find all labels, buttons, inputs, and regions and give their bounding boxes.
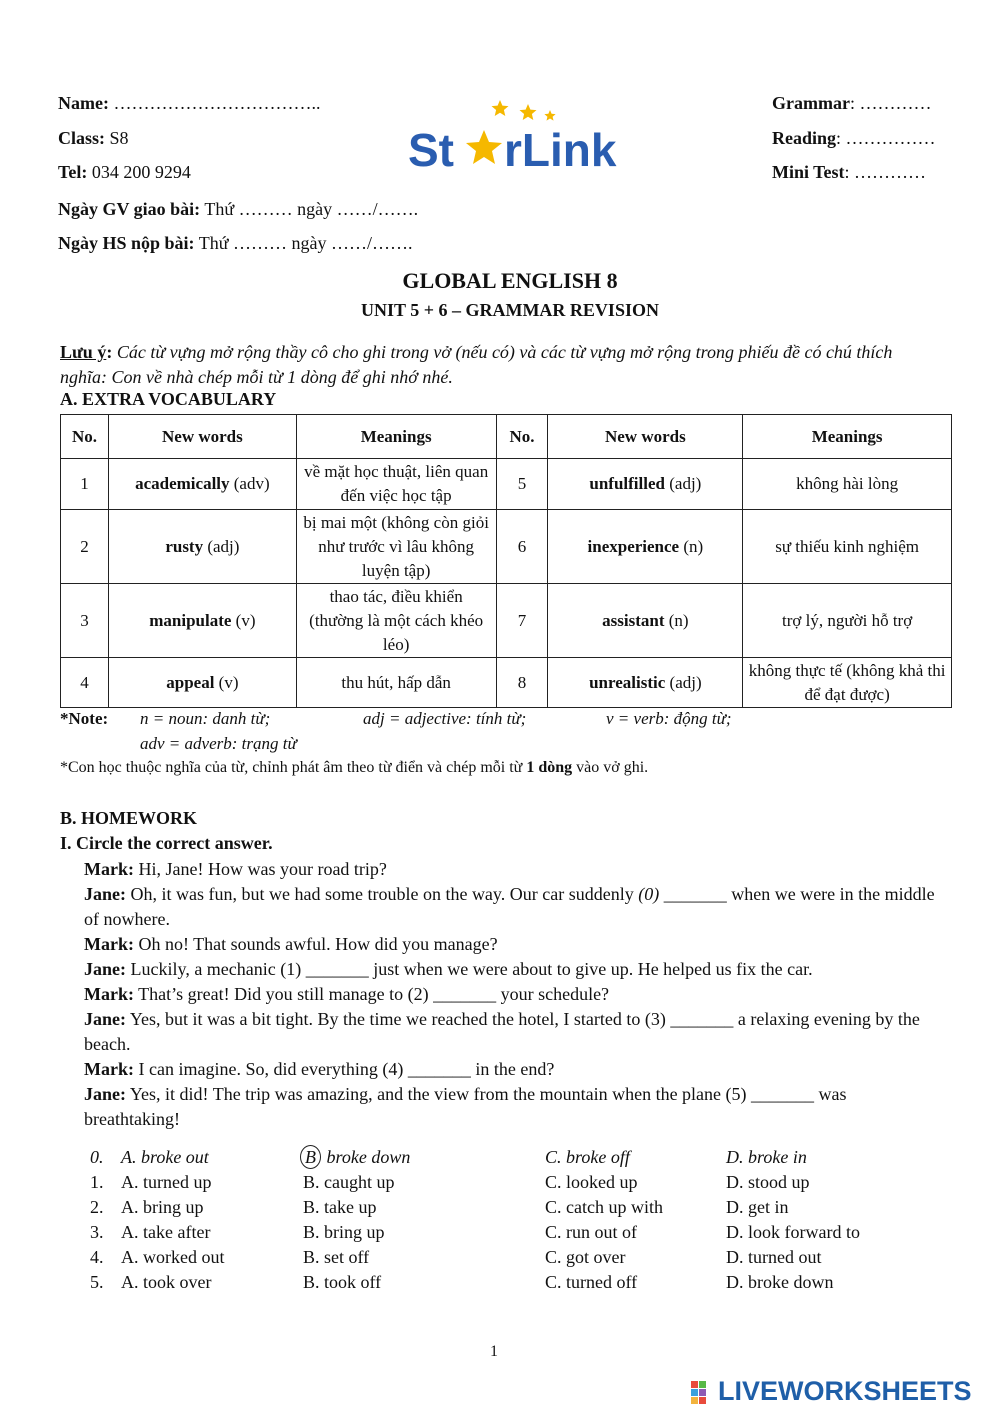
option-d[interactable]: D. turned out [726, 1247, 822, 1267]
word-cell [548, 658, 743, 708]
line-text: Oh no! That sounds awful. How did you manage? [133, 934, 498, 954]
speaker: Mark: [84, 934, 134, 954]
grammar-score [772, 93, 931, 113]
note-label: Lưu ý [60, 342, 107, 362]
row-number: 5 [496, 459, 548, 510]
line-text: I can imagine. So, did everything (4) _______ in the end? [133, 1059, 555, 1079]
option-a[interactable]: A. worked out [121, 1247, 225, 1267]
class-value: S8 [109, 128, 129, 148]
speaker: Mark: [84, 859, 134, 879]
page-title: GLOBAL ENGLISH 8 [402, 268, 618, 293]
instruction-text-end: vào vở ghi. [572, 759, 649, 776]
line-text: Oh, it was fun, but we had some trouble on the way. Our car suddenly [126, 884, 639, 904]
row-number: 3 [61, 584, 109, 658]
part-of-speech: (n) [668, 610, 689, 630]
option-d[interactable]: D. stood up [726, 1172, 810, 1192]
selected-answer-circle: B [300, 1145, 321, 1169]
option-b[interactable]: B. caught up [303, 1172, 395, 1192]
tel-value: 034 200 9294 [91, 162, 191, 182]
liveworksheets-logo-icon [690, 1379, 716, 1405]
word-cell [108, 658, 296, 708]
page-number: 1 [490, 1343, 498, 1360]
liveworksheets-watermark [690, 1376, 972, 1407]
part-of-speech: (adj) [669, 474, 702, 493]
dialogue-line [84, 882, 944, 932]
line-text-rest: _______ when we were in the middle of nowhere. [84, 884, 935, 929]
minitest-score [772, 162, 926, 182]
option-c[interactable]: C. run out of [545, 1222, 637, 1242]
part-of-speech: (v) [235, 610, 256, 630]
dialogue [84, 857, 944, 1132]
row-number: 8 [496, 658, 548, 708]
speaker: Jane: [84, 1084, 126, 1104]
meaning-cell: không hài lòng [743, 459, 952, 510]
study-instruction [60, 759, 648, 777]
meaning-cell: sự thiếu kinh nghiệm [743, 510, 952, 584]
grammar-label: Grammar [772, 93, 850, 113]
dialogue-line [84, 1007, 944, 1057]
part-of-speech: (v) [218, 672, 239, 692]
table-row [61, 658, 952, 708]
option-a[interactable]: A. bring up [121, 1197, 204, 1217]
line-text: That’s great! Did you still manage to (2) _______ your schedule? [133, 984, 610, 1004]
word: manipulate [149, 610, 232, 630]
assigned-value[interactable]: Thứ ……… ngày ……/……. [204, 199, 419, 219]
meaning-cell: không thực tế (không khả thi để đạt được) [743, 658, 952, 708]
line-text: Yes, but it was a bit tight. By the time we reached the hotel, I started to (3) _______ a relaxing evening by the beach. [84, 1009, 920, 1054]
class-line [58, 128, 129, 148]
assigned-label: Ngày GV giao bài: [58, 199, 201, 219]
star-icons [492, 100, 556, 121]
speaker: Mark: [84, 1059, 134, 1079]
submit-label: Ngày HS nộp bài: [58, 233, 195, 253]
class-label: Class: [58, 128, 106, 148]
submit-date-line [58, 233, 412, 253]
word: academically [135, 474, 230, 493]
option-d[interactable]: D. broke down [726, 1272, 834, 1292]
option-b-text: broke down [322, 1147, 411, 1167]
assigned-date-line [58, 199, 418, 219]
word-cell [108, 510, 296, 584]
reading-label: Reading [772, 128, 837, 148]
meaning-cell: thao tác, điều khiển (thường là một cách khéo léo) [296, 584, 496, 658]
line-text: Yes, it did! The trip was amazing, and the view from the mountain when the plane (5) _______ was breathtaking! [84, 1084, 847, 1129]
instruction-text: *Con học thuộc nghĩa của từ, chỉnh phát âm theo từ điển và chép mỗi từ [60, 759, 527, 776]
question-number: 5. [90, 1272, 104, 1292]
task-1-heading: I. Circle the correct answer. [60, 833, 273, 853]
minitest-label: Mini Test [772, 162, 845, 182]
note-text: Các từ vựng mở rộng thầy cô cho ghi trong vở (nếu có) và các từ vựng mở rộng trong phiếu đề có chú thích nghĩa: Con về nhà chép mỗi từ 1 dòng để ghi nhớ nhé. [60, 342, 893, 387]
line-text: Luckily, a mechanic (1) _______ just when we were about to give up. He helped us fix the car. [126, 959, 813, 979]
dialogue-line [84, 957, 944, 982]
starlink-logo [408, 100, 638, 180]
vocab-table [60, 414, 952, 708]
watermark-text: LIVEWORKSHEETS [718, 1376, 972, 1406]
speaker: Jane: [84, 959, 126, 979]
meaning-cell: bị mai một (không còn giỏi như trước vì lâu không luyện tập) [296, 510, 496, 584]
header-cell: No. [496, 415, 548, 459]
logo-text-2: rLink [504, 124, 617, 176]
table-row [61, 459, 952, 510]
row-number: 4 [61, 658, 109, 708]
part-of-speech: (adj) [669, 672, 702, 692]
dialogue-line [84, 982, 944, 1007]
header-cell: Meanings [296, 415, 496, 459]
section-a-heading: A. EXTRA VOCABULARY [60, 389, 277, 409]
abbrev-label: *Note: [60, 709, 109, 728]
submit-value[interactable]: Thứ ……… ngày ……/……. [198, 233, 413, 253]
dialogue-line [84, 1057, 944, 1082]
dialogue-line [84, 932, 944, 957]
option-b[interactable]: B. bring up [303, 1222, 385, 1242]
option-a[interactable]: A. took over [121, 1272, 212, 1292]
meaning-cell: về mặt học thuật, liên quan đến việc học tập [296, 459, 496, 510]
word-cell [548, 510, 743, 584]
abbrev-verb: v = verb: động từ; [606, 709, 732, 728]
word-cell [548, 584, 743, 658]
dialogue-line [84, 857, 944, 882]
option-c[interactable]: C. broke off [545, 1147, 630, 1167]
option-c[interactable]: C. looked up [545, 1172, 638, 1192]
speaker: Mark: [84, 984, 134, 1004]
header-cell: New words [108, 415, 296, 459]
abbrev-adjective: adj = adjective: tính từ; [363, 709, 527, 728]
word-cell [548, 459, 743, 510]
instruction-bold: 1 dòng [526, 759, 573, 776]
speaker: Jane: [84, 1009, 126, 1029]
question-number: 3. [90, 1222, 104, 1242]
header-cell: No. [61, 415, 109, 459]
header-cell: New words [548, 415, 743, 459]
part-of-speech: (adj) [207, 536, 240, 556]
row-number: 2 [61, 510, 109, 584]
option-d[interactable]: D. look forward to [726, 1222, 860, 1242]
example-marker: (0) [638, 884, 660, 904]
option-a[interactable]: A. broke out [121, 1147, 209, 1167]
name-value[interactable]: …………………………….. [113, 93, 321, 113]
option-d[interactable]: D. broke in [726, 1147, 807, 1167]
option-c[interactable]: C. catch up with [545, 1197, 663, 1217]
word: assistant [602, 610, 665, 630]
row-number: 6 [496, 510, 548, 584]
word: appeal [166, 672, 215, 692]
option-b-selected[interactable] [303, 1145, 410, 1170]
table-row [61, 584, 952, 658]
section-b-heading: B. HOMEWORK [60, 808, 198, 828]
tel-label: Tel: [58, 162, 88, 182]
tel-line [58, 162, 191, 182]
grammar-value[interactable]: : ………… [849, 93, 932, 113]
question-number: 0. [90, 1147, 104, 1167]
option-c[interactable]: C. turned off [545, 1272, 638, 1292]
table-header-row [61, 415, 952, 459]
word: unfulfilled [589, 474, 665, 493]
option-b[interactable]: B. take up [303, 1197, 377, 1217]
option-c[interactable]: C. got over [545, 1247, 626, 1267]
part-of-speech: (adv) [233, 474, 270, 493]
abbrev-noun: n = noun: danh từ; [140, 709, 271, 728]
option-d[interactable]: D. get in [726, 1197, 789, 1217]
logo-star-icon [466, 130, 502, 164]
option-a[interactable]: A. take after [121, 1222, 211, 1242]
logo-graphic [408, 100, 638, 180]
word: inexperience [587, 536, 680, 556]
question-number: 4. [90, 1247, 104, 1267]
logo-text-1: St [408, 124, 454, 176]
reading-score [772, 128, 936, 148]
abbrev-adverb: adv = adverb: trạng từ [140, 734, 297, 753]
note-paragraph [60, 340, 940, 390]
minitest-value[interactable]: : ………… [844, 162, 927, 182]
row-number: 1 [61, 459, 109, 510]
reading-value[interactable]: : …………… [836, 128, 936, 148]
question-number: 1. [90, 1172, 104, 1192]
meaning-cell: thu hút, hấp dẫn [296, 658, 496, 708]
name-label: Name: [58, 93, 109, 113]
word-cell [108, 459, 296, 510]
part-of-speech: (n) [683, 536, 704, 556]
word: unrealistic [589, 672, 666, 692]
note-colon: : [106, 342, 113, 362]
option-b[interactable]: B. took off [303, 1272, 382, 1292]
header-cell: Meanings [743, 415, 952, 459]
option-b[interactable]: B. set off [303, 1247, 370, 1267]
question-number: 2. [90, 1197, 104, 1217]
line-text: Hi, Jane! How was your road trip? [133, 859, 387, 879]
name-line [58, 93, 320, 113]
meaning-cell: trợ lý, người hỗ trợ [743, 584, 952, 658]
option-a[interactable]: A. turned up [121, 1172, 212, 1192]
row-number: 7 [496, 584, 548, 658]
table-row [61, 510, 952, 584]
dialogue-line [84, 1082, 944, 1132]
word: rusty [165, 536, 204, 556]
word-cell [108, 584, 296, 658]
speaker: Jane: [84, 884, 126, 904]
page-subtitle: UNIT 5 + 6 – GRAMMAR REVISION [361, 300, 659, 320]
